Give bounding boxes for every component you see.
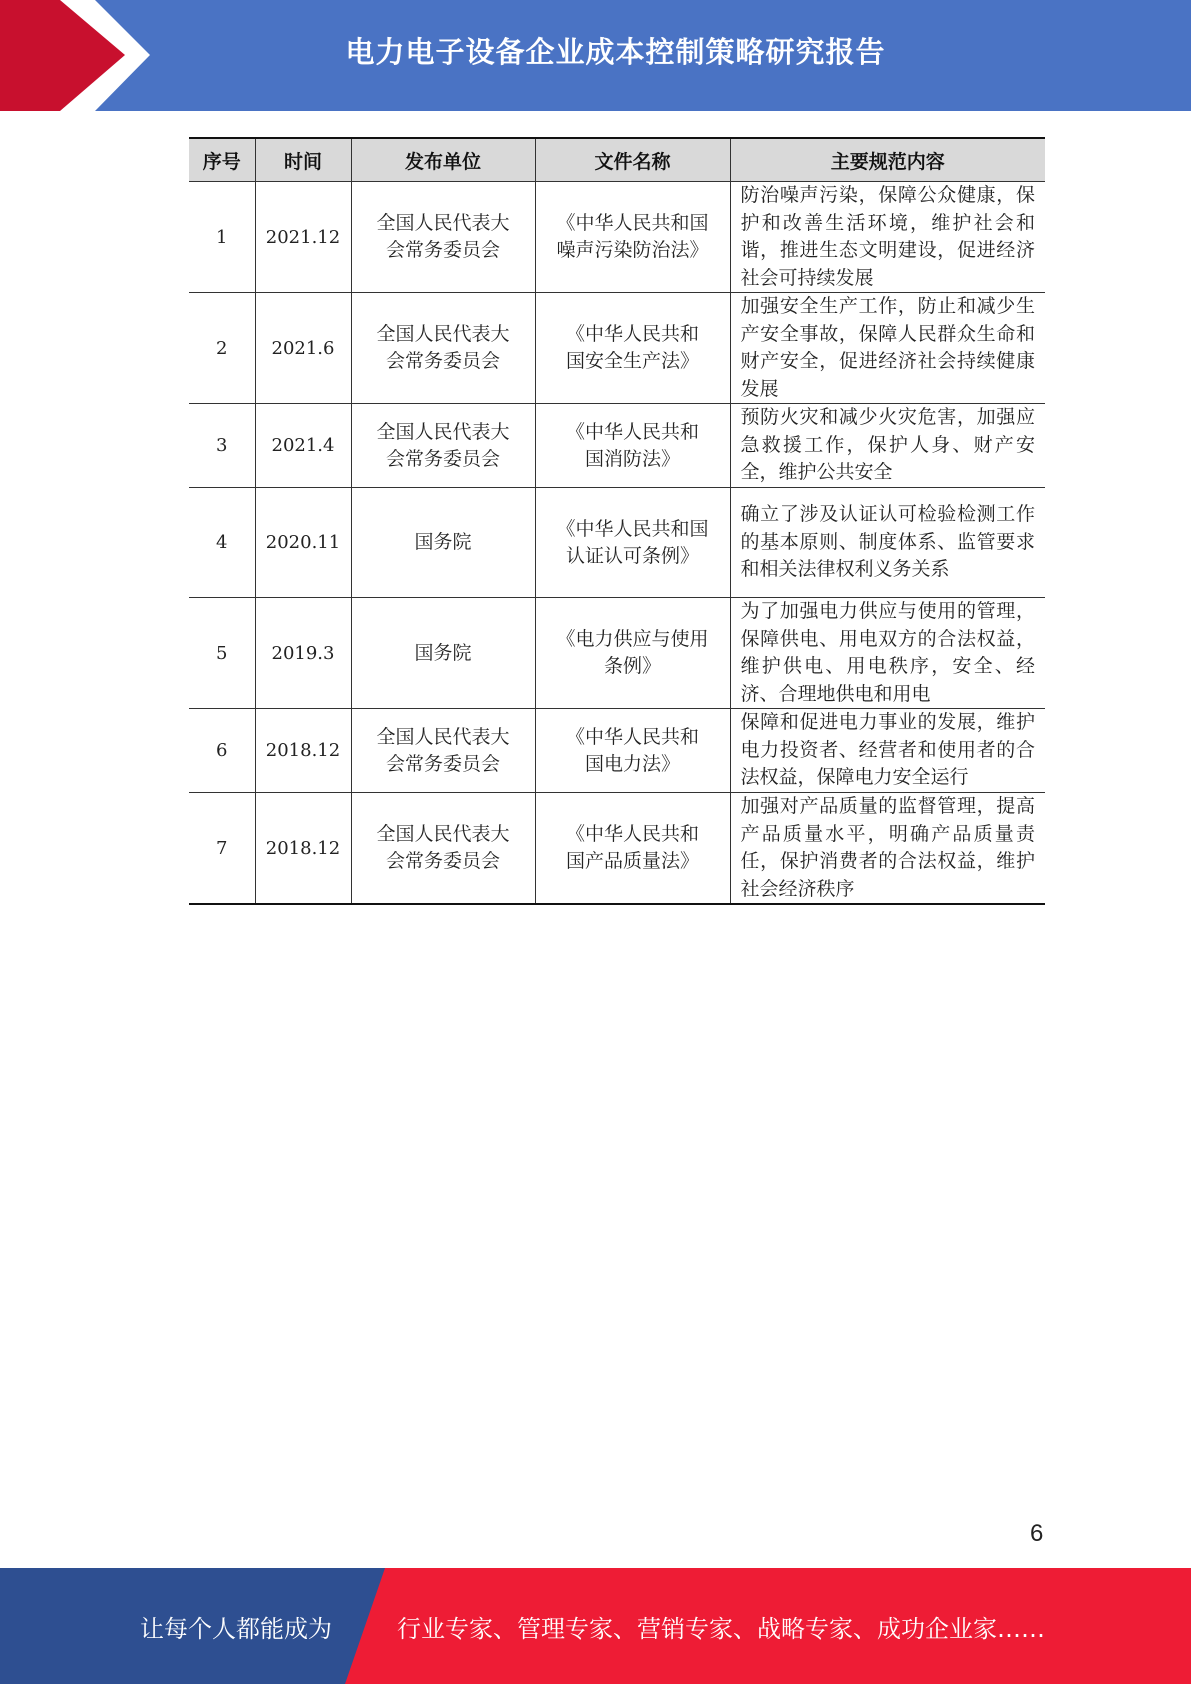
cell-content: 预防火灾和减少火灾危害，加强应急救援工作，保护人身、财产安全，维护公共安全: [730, 404, 1045, 488]
cell-no: 4: [189, 488, 255, 598]
cell-doc: 《电力供应与使用条例》: [535, 598, 730, 709]
cell-no: 2: [189, 293, 255, 404]
cell-doc: 《中华人民共和国安全生产法》: [535, 293, 730, 404]
table-row: [189, 293, 1045, 404]
report-title: 电力电子设备企业成本控制策略研究报告: [345, 34, 886, 69]
cell-issuer: 全国人民代表大会常务委员会: [351, 793, 535, 905]
cell-no: 1: [189, 182, 255, 293]
page-header: [0, 0, 1191, 111]
cell-content: 加强对产品质量的监督管理，提高产品质量水平，明确产品质量责任，保护消费者的合法权益，维护社会经济秩序: [730, 793, 1045, 905]
cell-date: 2020.11: [255, 488, 351, 598]
col-header-no: 序号: [189, 138, 255, 182]
page-number: 6: [1030, 1520, 1044, 1547]
cell-content: 加强安全生产工作，防止和减少生产安全事故，保障人民群众生命和财产安全，促进经济社会持续健康发展: [730, 293, 1045, 404]
page-footer: [0, 1568, 1191, 1684]
table-header-row: [189, 138, 1045, 182]
cell-doc: 《中华人民共和国消防法》: [535, 404, 730, 488]
col-header-date: 时间: [255, 138, 351, 182]
table-row: [189, 709, 1045, 793]
cell-issuer: 全国人民代表大会常务委员会: [351, 182, 535, 293]
table-row: [189, 488, 1045, 598]
cell-issuer: 全国人民代表大会常务委员会: [351, 293, 535, 404]
cell-issuer: 全国人民代表大会常务委员会: [351, 404, 535, 488]
cell-issuer: 国务院: [351, 598, 535, 709]
cell-no: 3: [189, 404, 255, 488]
cell-date: 2018.12: [255, 709, 351, 793]
col-header-doc: 文件名称: [535, 138, 730, 182]
cell-content: 为了加强电力供应与使用的管理，保障供电、用电双方的合法权益，维护供电、用电秩序，安全、经济、合理地供电和用电: [730, 598, 1045, 709]
cell-content: 确立了涉及认证认可检验检测工作的基本原则、制度体系、监管要求和相关法律权利义务关系: [730, 488, 1045, 598]
col-header-issuer: 发布单位: [351, 138, 535, 182]
table-row: [189, 182, 1045, 293]
footer-slogan-left: 让每个人都能成为: [140, 1614, 332, 1643]
table-row: [189, 404, 1045, 488]
table-row: [189, 598, 1045, 709]
regulations-table: [189, 137, 1045, 905]
table-row: [189, 793, 1045, 905]
cell-date: 2018.12: [255, 793, 351, 905]
cell-no: 7: [189, 793, 255, 905]
cell-no: 6: [189, 709, 255, 793]
cell-content: 保障和促进电力事业的发展，维护电力投资者、经营者和使用者的合法权益，保障电力安全运行: [730, 709, 1045, 793]
cell-date: 2021.12: [255, 182, 351, 293]
cell-issuer: 国务院: [351, 488, 535, 598]
footer-slogan-right: 行业专家、管理专家、营销专家、战略专家、成功企业家……: [397, 1614, 1045, 1643]
cell-doc: 《中华人民共和国电力法》: [535, 709, 730, 793]
cell-date: 2021.4: [255, 404, 351, 488]
cell-content: 防治噪声污染，保障公众健康，保护和改善生活环境，维护社会和谐，推进生态文明建设，促进经济社会可持续发展: [730, 182, 1045, 293]
cell-issuer: 全国人民代表大会常务委员会: [351, 709, 535, 793]
col-header-content: 主要规范内容: [730, 138, 1045, 182]
cell-doc: 《中华人民共和国产品质量法》: [535, 793, 730, 905]
cell-doc: 《中华人民共和国认证认可条例》: [535, 488, 730, 598]
cell-no: 5: [189, 598, 255, 709]
cell-doc: 《中华人民共和国噪声污染防治法》: [535, 182, 730, 293]
cell-date: 2021.6: [255, 293, 351, 404]
cell-date: 2019.3: [255, 598, 351, 709]
